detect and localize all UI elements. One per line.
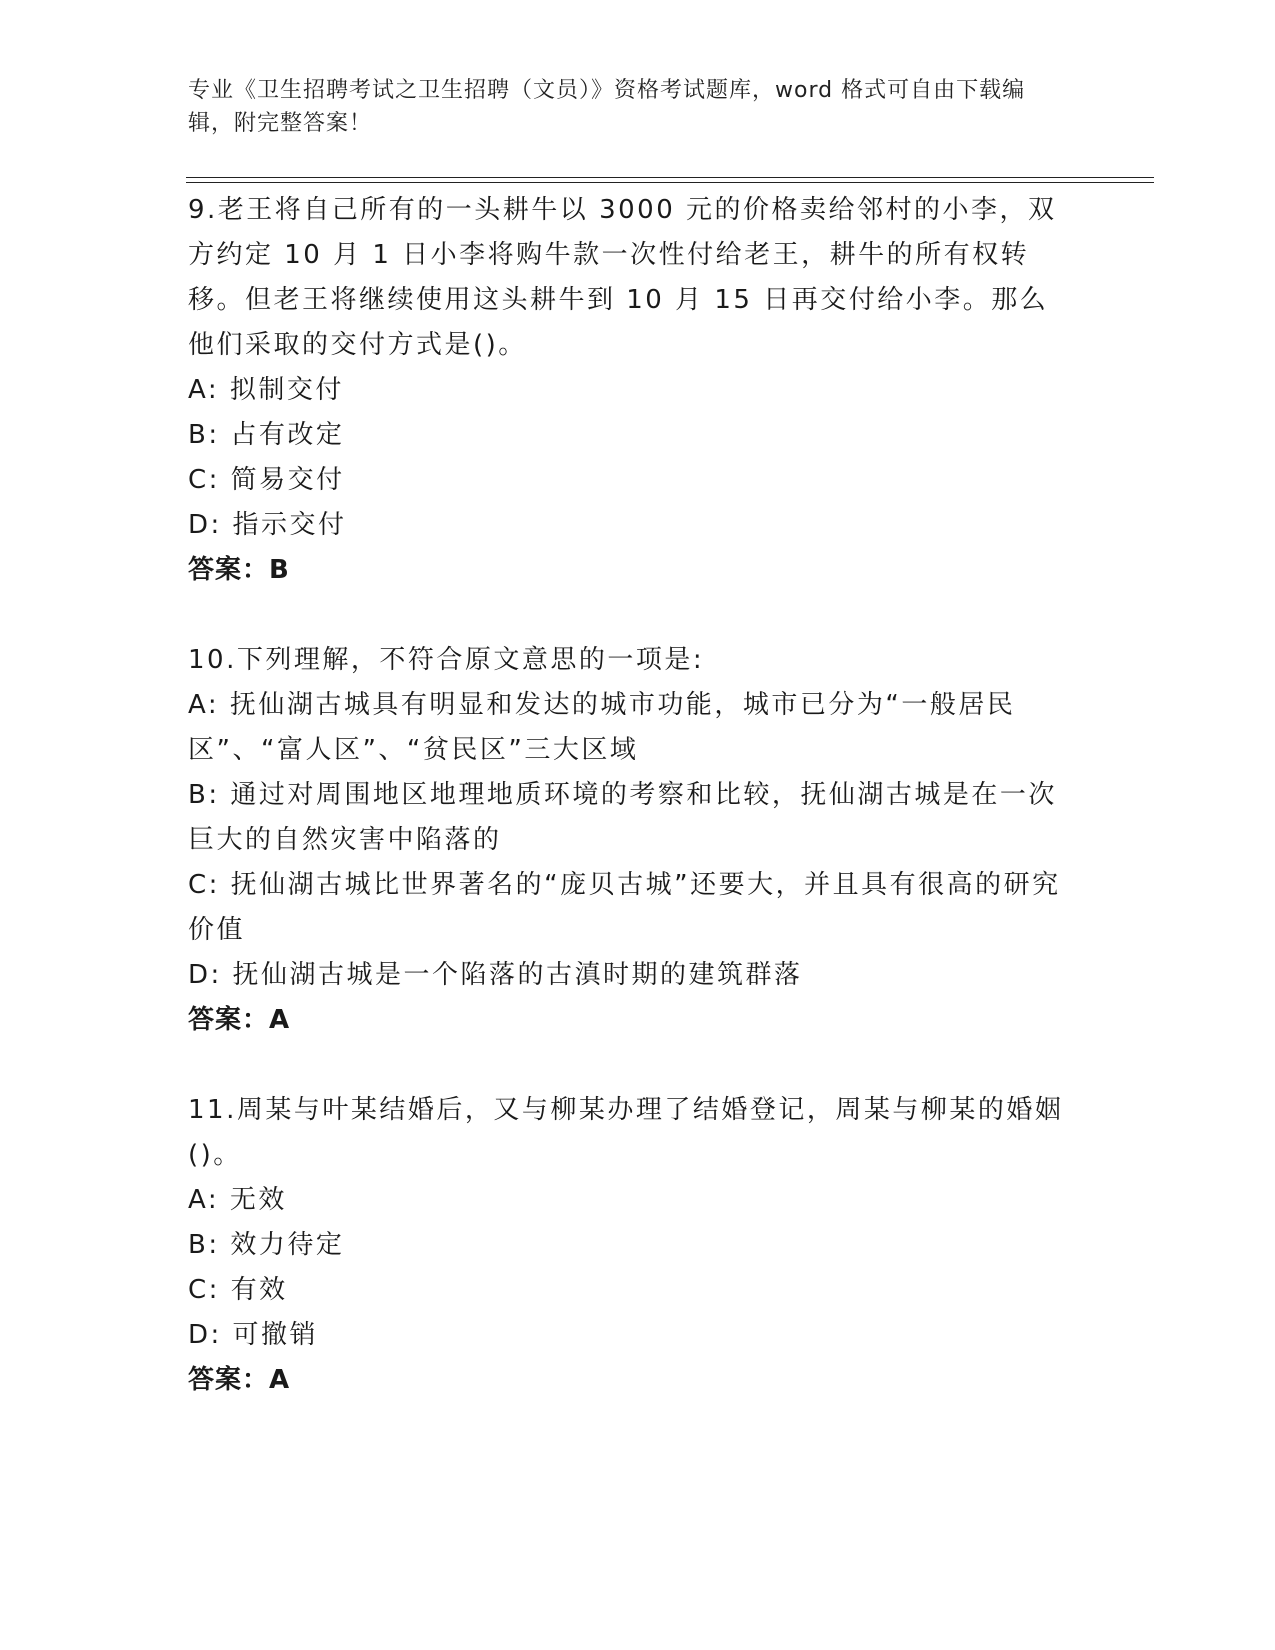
option-d: D: 指示交付 bbox=[188, 510, 347, 540]
option-c: C: 简易交付 bbox=[188, 465, 345, 495]
option-c: C: 抚仙湖古城比世界著名的“庞贝古城”还要大，并且具有很高的研究价值 bbox=[188, 870, 1061, 945]
option-a: A: 抚仙湖古城具有明显和发达的城市功能，城市已分为“一般居民区”、“富人区”、“贫民区”三大区域 bbox=[188, 690, 1016, 765]
option-c: C: 有效 bbox=[188, 1275, 288, 1305]
option-d: D: 抚仙湖古城是一个陷落的古滇时期的建筑群落 bbox=[188, 960, 803, 990]
option-b: B: 占有改定 bbox=[188, 420, 345, 450]
header-divider-top bbox=[186, 177, 1154, 178]
question-11 bbox=[188, 1088, 1068, 1403]
option-b: B: 通过对周围地区地理地质环境的考察和比较，抚仙湖古城是在一次巨大的自然灾害中陷落的 bbox=[188, 780, 1057, 855]
option-d: D: 可撤销 bbox=[188, 1320, 319, 1350]
option-a: A: 无效 bbox=[188, 1185, 287, 1215]
page-header: 专业《卫生招聘考试之卫生招聘（文员）》资格考试题库，word 格式可自由下载编辑，附完整答案！ bbox=[188, 78, 1026, 136]
spacer bbox=[188, 593, 1068, 638]
option-a: A: 拟制交付 bbox=[188, 375, 344, 405]
question-stem: 11.周某与叶某结婚后，又与柳某办理了结婚登记，周某与柳某的婚姻()。 bbox=[188, 1095, 1064, 1170]
answer: 答案：A bbox=[188, 1005, 291, 1035]
spacer bbox=[188, 1043, 1068, 1088]
option-b: B: 效力待定 bbox=[188, 1230, 345, 1260]
answer: 答案：A bbox=[188, 1365, 291, 1395]
question-10 bbox=[188, 638, 1068, 1043]
header-divider-bottom bbox=[186, 182, 1154, 183]
answer: 答案：B bbox=[188, 555, 290, 585]
question-stem: 9.老王将自己所有的一头耕牛以 3000 元的价格卖给邻村的小李，双方约定 10 月 1 日小李将购牛款一次性付给老王，耕牛的所有权转移。但老王将继续使用这头耕牛到 10 月 15 日再交付给小李。那么他们采取的交付方式是()。 bbox=[188, 195, 1057, 360]
question-stem: 10.下列理解，不符合原文意思的一项是: bbox=[188, 645, 705, 675]
question-9 bbox=[188, 188, 1068, 593]
question-list bbox=[188, 188, 1068, 1403]
